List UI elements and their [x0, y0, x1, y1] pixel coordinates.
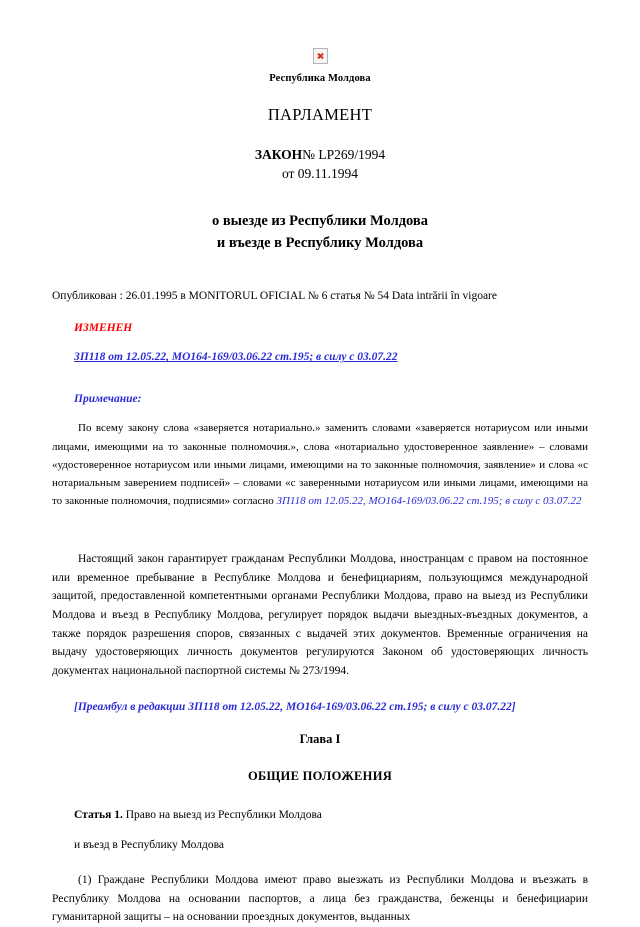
law-label: ЗАКОН — [254, 147, 303, 162]
article-label: Статья 1. — [74, 808, 123, 821]
note-label: Примечание: — [74, 393, 142, 406]
amendment-link[interactable]: ЗП118 от 12.05.22, МО164-169/03.06.22 ст.195; в силу с 03.07.22 — [74, 351, 398, 364]
chapter-name: ОБЩИЕ ПОЛОЖЕНИЯ — [247, 768, 393, 783]
preamble-paragraph: Настоящий закон гарантирует гражданам Республики Молдова, иностранцам с правом на постоянное или временное пребывание в Республике Молдова и бенефициариям, пользующимся международной защитой, предоставленной компетентными органами Республики Молдова, право на выезд из Республики Молдова и въезд в Республику Молдова, регулирует порядок выдачи выездных-въездных документов, а также порядок разрешения споров, связанных с выдачей этих документов. Временные ограничения на выдачу удостоверяющих личность документов регулируются Законом об удостоверяющих личность документах национальной паспортной системы № 273/1994. — [52, 553, 588, 677]
preamble-reference-link[interactable]: [Преамбул в редакции ЗП118 от 12.05.22, МО164-169/03.06.22 ст.195; в силу с 03.07.22] — [74, 700, 516, 713]
law-number: № LP269/1994 — [302, 147, 386, 162]
article-heading — [74, 808, 588, 824]
publication-info: Опубликован : 26.01.1995 в MONITORUL OFICIAL № 6 статья № 54 Data intrării în vigoare — [52, 289, 497, 302]
note-body — [52, 419, 588, 510]
chapter-number: Глава I — [299, 731, 341, 746]
article-heading-line-1: Право на выезд из Республики Молдова — [125, 808, 322, 821]
document-title-line-1: о выезде из Республики Молдова — [211, 213, 429, 229]
document-title-line-2: и въезде в Республику Молдова — [216, 235, 424, 252]
parliament-heading: ПАРЛАМЕНТ — [267, 105, 373, 124]
note-body-reference-link[interactable]: ЗП118 от 12.05.22, МО164-169/03.06.22 ст.195; в силу с 03.07.22 — [276, 495, 582, 508]
article-clause-1: (1) Граждане Республики Молдова имеют право выезжать из Республики Молдова и въезжать в Республику Молдова на основании паспортов, а лица без гражданства, беженцы и бенефициарии гуманитарной защиты – на основании проездных документов, выданных — [52, 874, 588, 924]
note-body-text: По всему закону слова «заверяется нотариально.» заменить словами «заверяется нотариусом или иными лицами, имеющими на то законные полномочия.», слова «нотариально удостоверенное заявление» – словами «удостоверенное нотариусом или иными лицами, имеющими на то законные полномочия, заявление» и слова «с нотариальным заверением подписей» – словами «с заверенными нотариусом или иными лицами, имеющими на то законные полномочия, подписями» согласно — [52, 422, 588, 508]
document-title — [52, 210, 588, 255]
coat-of-arms-image-container — [52, 0, 588, 64]
broken-image-icon — [313, 48, 328, 64]
article-heading-line-2: и въезд в Республику Молдова — [74, 839, 224, 852]
republic-heading: Республика Молдова — [269, 73, 371, 84]
amendment-status-badge: ИЗМЕНЕН — [74, 322, 133, 335]
law-number-line — [52, 147, 588, 163]
law-date: от 09.11.1994 — [281, 166, 359, 181]
